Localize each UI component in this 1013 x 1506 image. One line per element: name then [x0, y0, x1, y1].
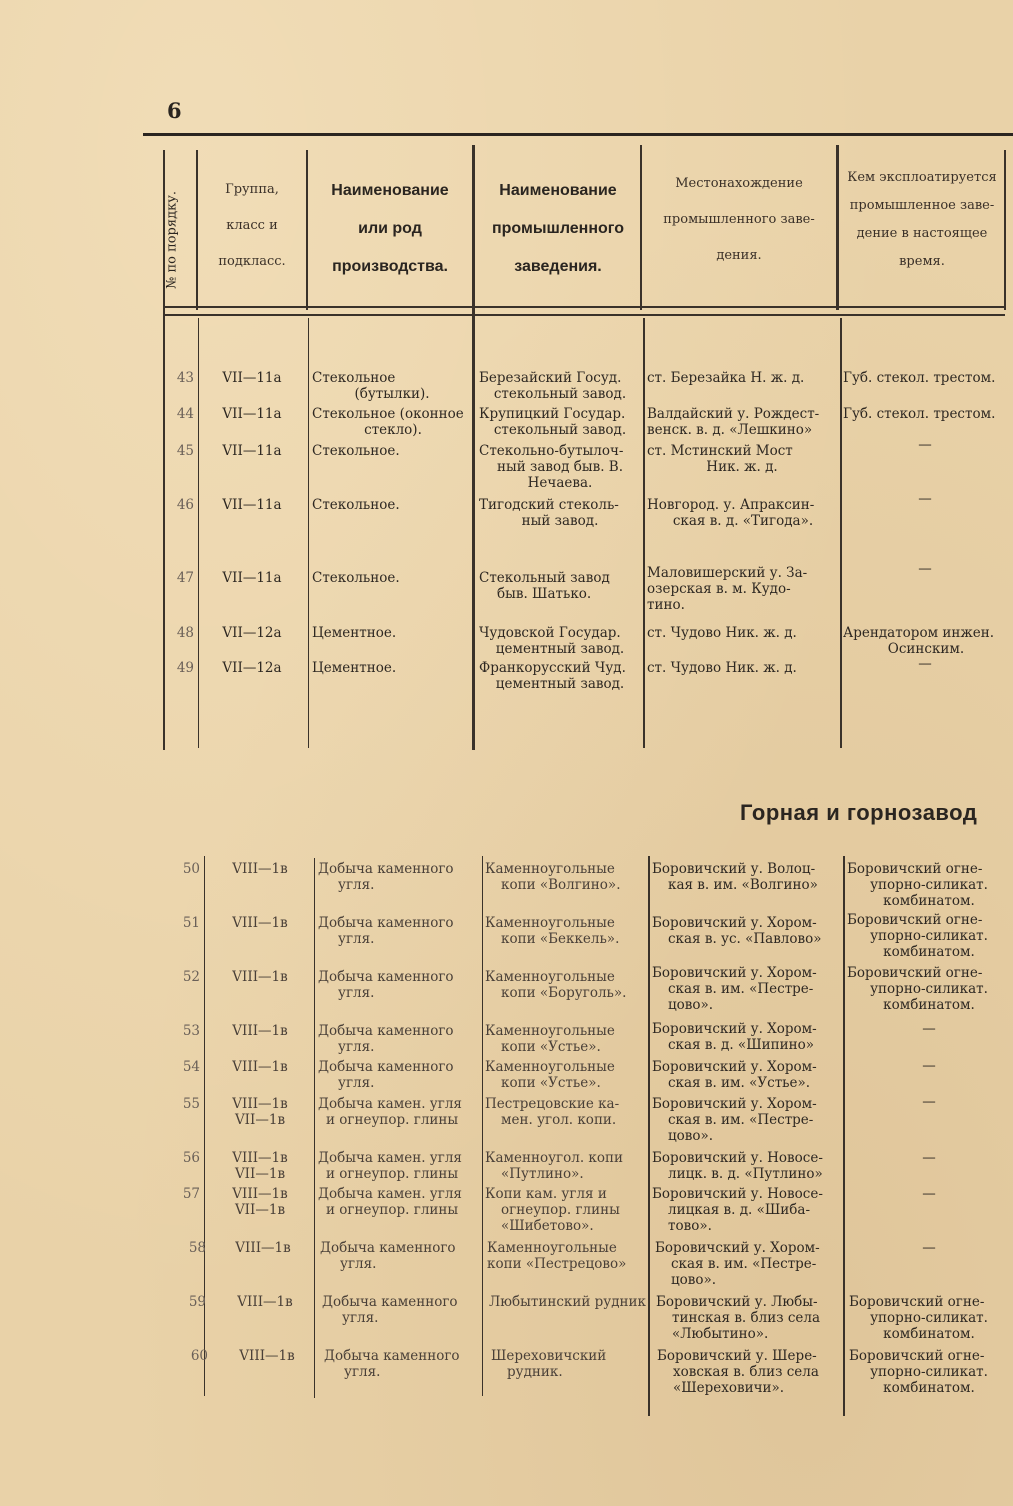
- column-divider: [308, 318, 309, 748]
- row-group: VIII—1в VII—1в: [232, 1096, 288, 1128]
- row-number: 44: [176, 406, 194, 422]
- row-group: VIII—1в: [232, 969, 288, 985]
- row-operator: —: [918, 656, 932, 672]
- header-location: Местонахождение промышленного заве- дения.: [663, 176, 815, 263]
- row-establishment: Франкорусский Чуд. цементный завод.: [479, 660, 626, 692]
- row-location: ст. Мстинский Мост Ник. ж. д.: [647, 443, 793, 475]
- row-operator: Боровичский огне- упорно-силикат. комбинатом.: [847, 965, 988, 1013]
- row-location: Новгород. у. Апраксин- ская в. д. «Тигода».: [647, 497, 815, 529]
- row-production: Добыча камен. угля и огнеупор. глины: [318, 1186, 462, 1218]
- row-operator: —: [922, 1058, 936, 1074]
- row-group: VII—11а: [222, 406, 282, 422]
- top-rule: [143, 133, 1013, 136]
- row-number: 60: [190, 1348, 208, 1364]
- row-operator: —: [922, 1240, 936, 1256]
- section-title: Горная и горнозавод: [740, 800, 978, 825]
- row-production: Добыча каменного угля.: [322, 1294, 458, 1326]
- row-establishment: Стекольно-бутылоч- ный завод быв. В. Нечаева.: [479, 443, 624, 491]
- column-divider: [198, 318, 199, 748]
- column-divider: [472, 145, 475, 750]
- row-operator: —: [922, 1094, 936, 1110]
- row-location: ст. Чудово Ник. ж. д.: [647, 660, 797, 676]
- row-location: ст. Чудово Ник. ж. д.: [647, 625, 797, 641]
- row-group: VIII—1в: [239, 1348, 295, 1364]
- row-number: 47: [176, 570, 194, 586]
- row-location: Боровичский у. Хором- ская в. им. «Пестре- цово».: [655, 1240, 820, 1288]
- row-number: 50: [182, 861, 200, 877]
- row-number: 51: [182, 915, 200, 931]
- row-establishment: Стекольный завод быв. Шатько.: [479, 570, 610, 602]
- row-production: Цементное.: [312, 660, 397, 676]
- row-number: 58: [188, 1240, 206, 1256]
- row-establishment: Чудовской Государ. цементный завод.: [479, 625, 625, 657]
- column-divider: [643, 318, 645, 748]
- row-operator: Боровичский огне- упорно-силикат. комбинатом.: [847, 861, 988, 909]
- row-location: Боровичский у. Хором- ская в. им. «Пестре- цово».: [652, 1096, 817, 1144]
- row-group: VII—12а: [222, 660, 282, 676]
- row-establishment: Каменноугольные копи «Пестрецово»: [487, 1240, 627, 1272]
- row-establishment: Каменноугольные копи «Волгино».: [485, 861, 621, 893]
- row-number: 49: [176, 660, 194, 676]
- row-group: VII—11а: [222, 370, 282, 386]
- row-location: Боровичский у. Шере- ховская в. близ села «Шереховичи».: [657, 1348, 819, 1396]
- column-divider: [648, 856, 650, 1416]
- row-production: Добыча камен. угля и огнеупор. глины: [318, 1150, 462, 1182]
- row-operator: Боровичский огне- упорно-силикат. комбинатом.: [849, 1348, 988, 1396]
- row-production: Стекольное.: [312, 570, 400, 586]
- row-group: VIII—1в: [232, 1023, 288, 1039]
- row-production: Добыча каменного угля.: [320, 1240, 456, 1272]
- row-location: Боровичский у. Хором- ская в. д. «Шипино»: [652, 1021, 817, 1053]
- row-operator: Боровичский огне- упорно-силикат. комбинатом.: [849, 1294, 988, 1342]
- row-establishment: Березайский Госуд. стекольный завод.: [479, 370, 627, 402]
- row-production: Добыча каменного угля.: [318, 1059, 454, 1091]
- row-operator: —: [922, 1021, 936, 1037]
- row-production: Добыча камен. угля и огнеупор. глины: [318, 1096, 462, 1128]
- header-group: Группа, класс и подкласс.: [218, 182, 286, 269]
- row-location: Боровичский у. Хором- ская в. им. «Устье».: [652, 1059, 817, 1091]
- row-operator: Боровичский огне- упорно-силикат. комбинатом.: [847, 912, 988, 960]
- column-divider: [840, 318, 842, 748]
- row-location: Боровичский у. Хором- ская в. ус. «Павлово»: [652, 915, 822, 947]
- row-establishment: Каменноугольные копи «Устье».: [485, 1023, 615, 1055]
- header-establishment: Наименование промышленного заведения.: [491, 182, 624, 275]
- row-operator: Губ. стекол. трестом.: [843, 370, 996, 386]
- row-establishment: Каменноугол. копи «Путлино».: [485, 1150, 623, 1182]
- row-group: VII—12а: [222, 625, 282, 641]
- row-group: VII—11а: [222, 443, 282, 459]
- row-number: 46: [176, 497, 194, 513]
- row-group: VIII—1в: [232, 915, 288, 931]
- row-production: Добыча каменного угля.: [318, 861, 454, 893]
- row-group: VIII—1в: [232, 861, 288, 877]
- row-number: 56: [182, 1150, 200, 1166]
- row-number: 55: [182, 1096, 200, 1112]
- header-bottom-rule: [163, 306, 1005, 308]
- row-group: VII—11а: [222, 570, 282, 586]
- row-location: Боровичский у. Новосе- лицк. в. д. «Путлино»: [652, 1150, 823, 1182]
- row-establishment: Тигодский стеколь- ный завод.: [479, 497, 619, 529]
- row-production: Стекольное (бутылки).: [312, 370, 430, 402]
- row-group: VII—11а: [222, 497, 282, 513]
- row-group: VIII—1в VII—1в: [232, 1186, 288, 1218]
- row-number: 48: [176, 625, 194, 641]
- row-group: VIII—1в: [232, 1059, 288, 1075]
- row-location: Боровичский у. Новосе- лицкая в. д. «Шиба- тово».: [652, 1186, 823, 1234]
- row-establishment: Пестрецовские ка- мен. угол. копи.: [485, 1096, 620, 1128]
- row-group: VIII—1в VII—1в: [232, 1150, 288, 1182]
- row-operator: —: [922, 1186, 936, 1202]
- row-location: Боровичский у. Волоц- кая в. им. «Волгино»: [652, 861, 818, 893]
- row-location: ст. Березайка Н. ж. д.: [647, 370, 805, 386]
- row-production: Добыча каменного угля.: [318, 1023, 454, 1055]
- row-operator: Губ. стекол. трестом.: [843, 406, 996, 422]
- row-location: Боровичский у. Любы- тинская в. близ села «Любытино».: [656, 1294, 821, 1342]
- header-operator: Кем эксплоатируется промышленное заве- дение в настоящее время.: [847, 170, 997, 269]
- row-location: Боровичский у. Хором- ская в. им. «Пестре- цово».: [652, 965, 817, 1013]
- header-bottom-rule-2: [163, 314, 1005, 316]
- page-number: 6: [167, 98, 182, 123]
- column-divider: [482, 856, 483, 1396]
- row-group: VIII—1в: [237, 1294, 293, 1310]
- row-number: 45: [176, 443, 194, 459]
- row-establishment: Любытинский рудник: [489, 1294, 646, 1310]
- row-production: Добыча каменного угля.: [318, 969, 454, 1001]
- row-production: Цементное.: [312, 625, 397, 641]
- row-establishment: Каменноугольные копи «Устье».: [485, 1059, 615, 1091]
- row-number: 57: [182, 1186, 200, 1202]
- row-establishment: Копи кам. угля и огнеупор. глины «Шибетово».: [485, 1186, 620, 1234]
- header-production: Наименование или род производства.: [331, 182, 449, 275]
- row-location: Валдайский у. Рождест- венск. в. д. «Лешкино»: [647, 406, 820, 438]
- row-group: VIII—1в: [235, 1240, 291, 1256]
- row-number: 52: [182, 969, 200, 985]
- row-establishment: Каменноугольные копи «Беккель».: [485, 915, 620, 947]
- row-operator: —: [918, 491, 932, 507]
- column-divider: [314, 858, 315, 1398]
- row-establishment: Каменноугольные копи «Боруголь».: [485, 969, 627, 1001]
- row-production: Добыча каменного угля.: [318, 915, 454, 947]
- row-production: Стекольное (оконное стекло).: [312, 406, 464, 438]
- row-establishment: Крупицкий Государ. стекольный завод.: [479, 406, 627, 438]
- row-production: Добыча каменного угля.: [324, 1348, 460, 1380]
- row-number: 54: [182, 1059, 200, 1075]
- row-number: 43: [176, 370, 194, 386]
- row-production: Стекольное.: [312, 497, 400, 513]
- column-divider: [204, 856, 205, 1396]
- row-establishment: Шереховичский рудник.: [491, 1348, 607, 1380]
- header-number: № по порядку.: [164, 191, 180, 289]
- row-operator: —: [918, 561, 932, 577]
- row-production: Стекольное.: [312, 443, 400, 459]
- row-operator: —: [918, 437, 932, 453]
- row-operator: Арендатором инжен. Осинским.: [843, 625, 995, 657]
- row-number: 53: [182, 1023, 200, 1039]
- row-number: 59: [188, 1294, 206, 1310]
- row-location: Маловишерский у. За- озерская в. м. Кудо- тино.: [647, 565, 808, 613]
- row-operator: —: [922, 1150, 936, 1166]
